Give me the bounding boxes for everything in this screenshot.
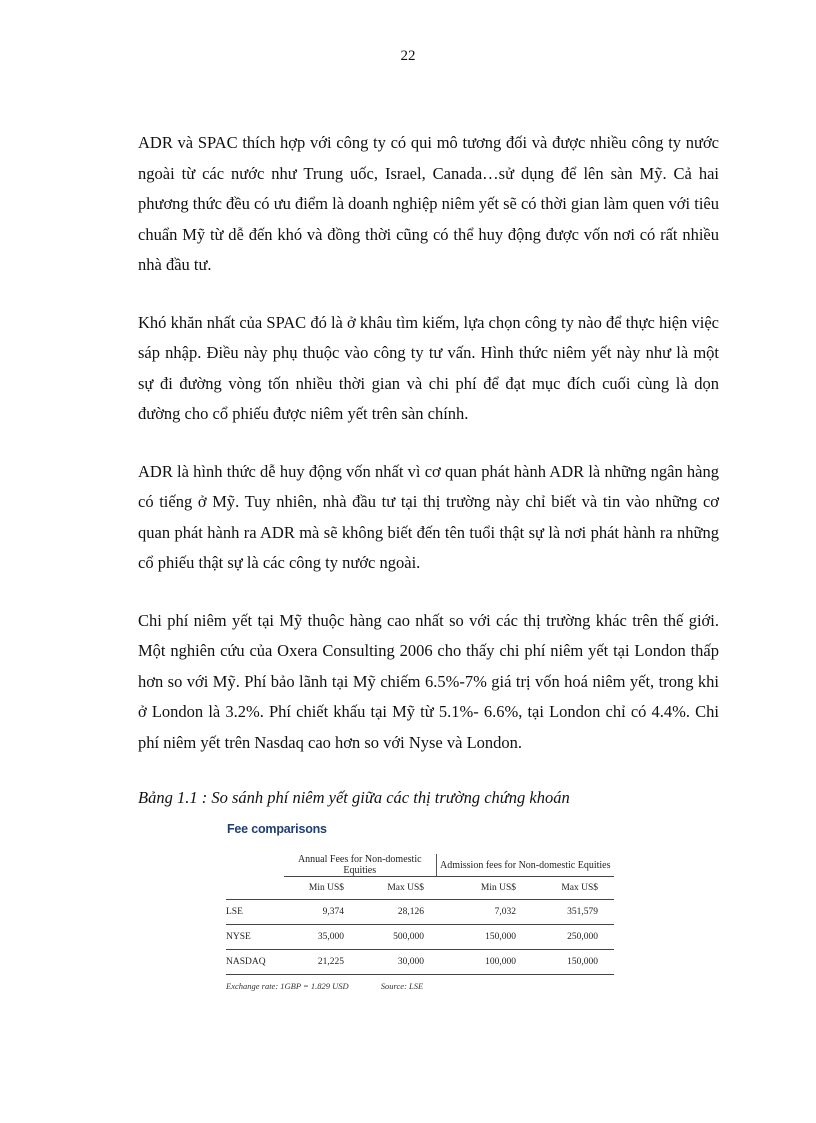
row-market: NASDAQ: [226, 950, 284, 975]
cell-annual-max: 500,000: [344, 925, 436, 950]
cell-adm-min: 100,000: [436, 950, 526, 975]
paragraph-2: Khó khăn nhất của SPAC đó là ở khâu tìm kiếm, lựa chọn công ty nào để thực hiện việc sáp nhập. Điều này phụ thuộc vào công ty tư vấn. Hình thức niêm yết này như là một sự đi đường vòng tốn nhiều thời gian và chi phí để đạt mục đích cuối cùng là dọn đường cho cổ phiếu được niêm yết trên sàn chính.: [138, 312, 719, 423]
figure-note: [226, 981, 618, 991]
cell-annual-max: 28,126: [344, 900, 436, 925]
body-text: [138, 128, 719, 758]
row-market: NYSE: [226, 925, 284, 950]
table-row: [226, 925, 614, 950]
table-caption: Bảng 1.1 : So sánh phí niêm yết giữa các thị trường chứng khoán: [138, 788, 570, 807]
table-row: [226, 900, 614, 925]
cell-annual-max: 30,000: [344, 950, 436, 975]
cell-adm-min: 7,032: [436, 900, 526, 925]
col-adm-min: Min US$: [436, 877, 526, 900]
col-adm-max: Max US$: [526, 877, 614, 900]
header-admission-fees: Admission fees for Non-domestic Equities: [436, 854, 614, 877]
cell-annual-min: 21,225: [284, 950, 344, 975]
header-annual-fees: Annual Fees for Non-domestic Equities: [284, 854, 436, 877]
source-note: Source: LSE: [380, 981, 424, 991]
cell-adm-max: 150,000: [526, 950, 614, 975]
cell-adm-max: 250,000: [526, 925, 614, 950]
exchange-rate-note: Exchange rate: 1GBP = 1.829 USD: [226, 981, 349, 991]
fee-table: [226, 854, 614, 975]
cell-annual-min: 9,374: [284, 900, 344, 925]
col-annual-max: Max US$: [344, 877, 436, 900]
paragraph-1: ADR và SPAC thích hợp với công ty có qui mô tương đối và được nhiều công ty nước ngoài từ các nước như Trung uốc, Israel, Canada…sử dụng để lên sàn Mỹ. Cả hai phương thức đều có ưu điểm là doanh nghiệp niêm yết sẽ có thời gian làm quen với tiêu chuẩn Mỹ từ dễ đến khó và đồng thời cũng có thể huy động được vốn nơi có rất nhiều nhà đầu tư.: [138, 133, 719, 274]
paragraph-3: ADR là hình thức dễ huy động vốn nhất vì cơ quan phát hành ADR là những ngân hàng có tiếng ở Mỹ. Tuy nhiên, nhà đầu tư tại thị trường này chỉ biết và tin vào những cơ quan phát hành ra ADR mà sẽ không biết đến tên tuổi thật sự là nơi phát hành ra những cổ phiếu thật sự là các công ty nước ngoài.: [138, 461, 719, 572]
cell-annual-min: 35,000: [284, 925, 344, 950]
figure-title: Fee comparisons: [227, 822, 327, 836]
row-market: LSE: [226, 900, 284, 925]
cell-adm-min: 150,000: [436, 925, 526, 950]
cell-adm-max: 351,579: [526, 900, 614, 925]
col-annual-min: Min US$: [284, 877, 344, 900]
table-row: [226, 950, 614, 975]
paragraph-4: Chi phí niêm yết tại Mỹ thuộc hàng cao nhất so với các thị trường khác trên thế giới. Một nghiên cứu của Oxera Consulting 2006 cho thấy chi phí niêm yết tại London thấp hơn so với Mỹ. Phí bảo lãnh tại Mỹ chiếm 6.5%-7% giá trị vốn hoá niêm yết, trong khi ở London là 3.2%. Phí chiết khấu tại Mỹ từ 5.1%- 6.6%, tại London chỉ có 4.4%. Chi phí niêm yết trên Nasdaq cao hơn so với Nyse và London.: [138, 610, 719, 752]
page-number: 22: [400, 48, 416, 64]
fee-comparison-figure: [226, 822, 618, 991]
